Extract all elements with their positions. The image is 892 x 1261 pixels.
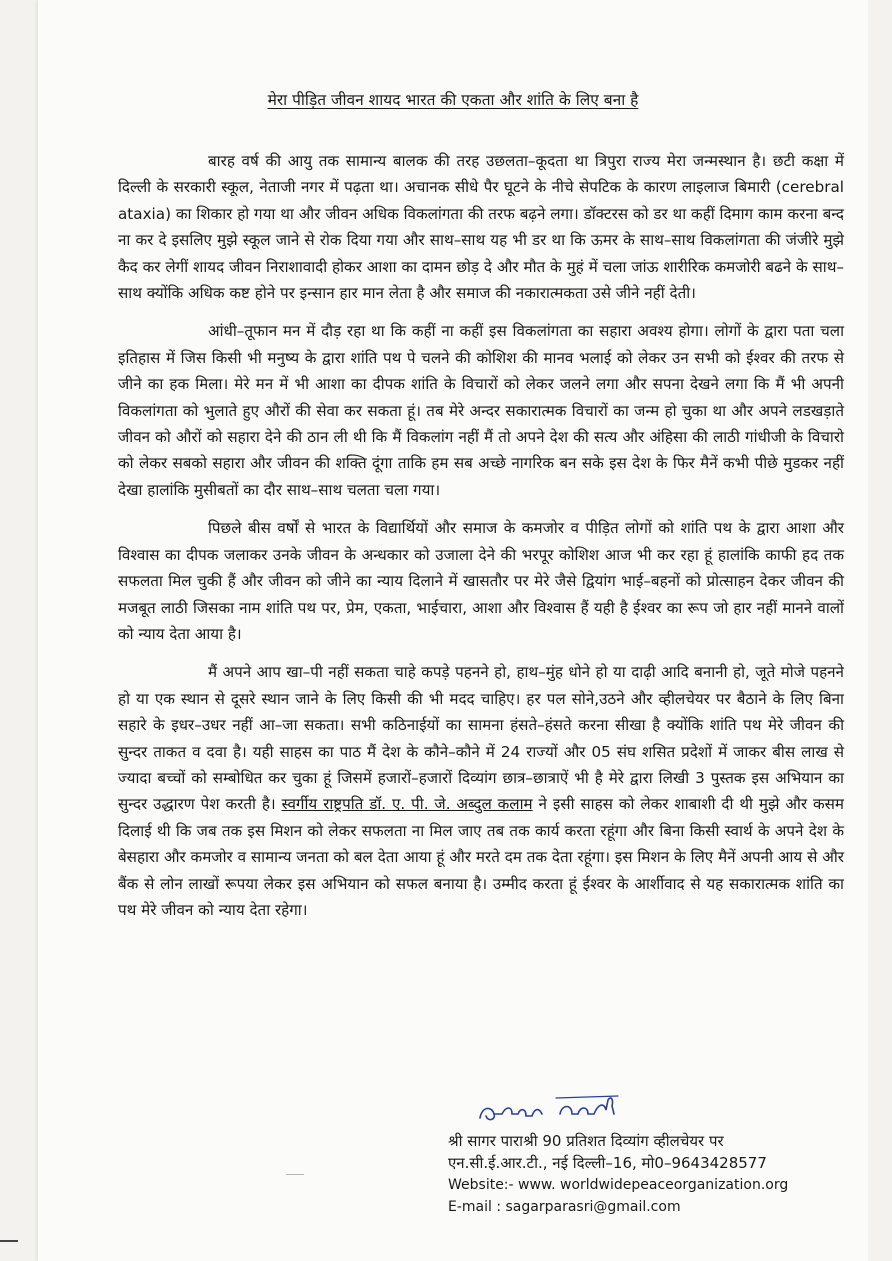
letter-page: [38, 0, 868, 1261]
paragraph-2: आंधी–तूफान मन में दौड़ रहा था कि कहीं ना कहीं इस विकलांगता का सहारा अवश्य होगा। लोगों के द्वारा पता चला इतिहास में जिस किसी भी मनुष्य के द्वारा शांति पथ पे चलने की कोशिश की मानव भलाई को लेकर उन सभी को ईश्वर की तरफ से जीने का हक मिला। मेरे मन में भी आशा का दीपक शांति के विचारों को लेकर जलने लगा और सपना देखने लगा कि मैं भी अपनी विकलांगता को भुलाते हुए औरों की सेवा कर सकता हूं। तब मेरे अन्दर सकारात्मक विचारों का जन्म हो चुका था और अपने लडखड़ाते जीवन को औरों को सहारा देने की ठान ली थी कि मैं विकलांग नहीं मैं तो अपने देश की सत्य और अंहिसा की लाठी गांधीजी के विचारो को लेकर सबको सहारा और जीवन की शक्ति दूंगा ताकि हम सब अच्छे नागरिक बन सके इस देश के फिर मैनें कभी पीछे मुडकर नहीं देखा हालांकि मुसीबतों का दौर साथ–साथ चलता चला गया।: [118, 322, 844, 499]
handwritten-signature: [472, 1084, 642, 1132]
paragraph-4: [118, 659, 844, 923]
document-title: मेरा पीड़ित जीवन शायद भारत की एकता और शांति के लिए बना है: [267, 91, 639, 109]
paragraph-1: बारह वर्ष की आयु तक सामान्य बालक की तरह उछलता–कूदता था त्रिपुरा राज्य मेरा जन्मस्थान है। छटी कक्षा में दिल्ली के सरकारी स्कूल, नेताजी नगर में पढ़ता था। अचानक सीधे पैर घूटने के नीचे सेपटिक के कारण लाइलाज बिमारी (cerebral ataxia) का शिकार हो गया था और जीवन अधिक विकलांगता की तरफ बढ़ने लगा। डॉक्टरस को डर था कहीं दिमाग काम करना बन्द ना कर दे इसलिए मुझे स्कूल जाने से रोक दिया गया और साथ–साथ यह भी डर था कि ऊमर के साथ–साथ विकलांगता की जंजीरे मुझे कैद कर लेगीं शायद जीवन निराशावादी होकर आशा का दामन छोड़ दे और मौत के मुहं में चला जांऊ शारीरिक कमजोरी बढने के साथ–साथ क्योंकि अधिक कष्ट होने पर इन्सान हार मान लेता है और समाज की नकारात्मकता उसे जीने नहीं देती।: [118, 152, 844, 303]
website-line: Website:- www. worldwidepeaceorganization.org: [448, 1177, 789, 1193]
paragraph-3: पिछले बीस वर्षों से भारत के विद्यार्थियों और समाज के कमजोर व पीड़ित लोगों को शांति पथ के द्वारा आशा और विश्वास का दीपक जलाकर उनके जीवन के अन्धकार को उजाला देने की भरपूर कोशिश आज भी कर रहा हूं हालांकि काफी हद तक सफलता मिल चुकी हैं और जीवन को जीने का न्याय दिलाने में खासतौर पर मेरे जैसे द्वियांग भाई–बहनों को प्रोत्साहन देकर जीवन की मजबूत लाठी जिसका नाम शांति पथ पर, प्रेम, एकता, भाईचारा, आशा और विश्वास हैं यही है ईश्वर का रूप जो हार नहीं मानने वालों को न्याय देता आया है।: [118, 519, 844, 643]
letter-body: [118, 148, 844, 935]
sender-name-line: श्री सागर पाराश्री 90 प्रतिशत दिव्यांग व्हीलचेयर पर: [448, 1132, 724, 1150]
edge-mark: [0, 1240, 18, 1242]
email-line: E-mail : sagarparasri@gmail.com: [448, 1199, 681, 1215]
sender-address-line: एन.सी.ई.आर.टी., नई दिल्ली–16, मो0–9643428577: [448, 1154, 767, 1172]
sender-block: [448, 1130, 848, 1218]
underlined-name: स्वर्गीय राष्ट्रपति डॉ. ए. पी. जे. अब्दुल कलाम: [281, 795, 533, 814]
paragraph-4-part-2: ने इसी साहस को लेकर शाबाशी दी थी मुझे और कसम दिलाई थी कि जब तक इस मिशन को लेकर सफलता ना मिल जाए तब तक कार्य करता रहूंगा और बिना किसी स्वार्थ के अपने देश के बेसहारा और कमजोर व सामान्य जनता को बल देता आया हूं और मरते दम तक देता रहूंगा। इस मिशन के लिए मैनें अपनी आय से और बैंक से लोन लाखों रूपया लेकर इस अभियान को सफल बनाया है। उम्मीद करता हूं ईश्वर के आर्शीवाद से यह सकारात्मक शांति का पथ मेरे जीवन को न्याय देता रहेगा।: [118, 795, 844, 919]
paragraph-4-part-1: मैं अपने आप खा–पी नहीं सकता चाहे कपड़े पहनने हो, हाथ–मुंह धोने हो या दाढ़ी आदि बनानी हो, जूते मोजे पहनने हो या एक स्थान से दूसरे स्थान जाने के लिए किसी की भी मदद चाहिए। हर पल सोने,उठने और व्हीलचेयर पर बैठाने के लिए बिना सहारे के इधर–उधर नहीं आ–जा सकता। सभी कठिनाईयों का सामना हंसते–हंसते करना सीखा है क्योंकि शांति पथ मेरे जीवन की सुन्दर ताकत व दवा है। यही साहस का पाठ मैं देश के कौने–कौने में 24 राज्यों और 05 संघ शसित प्रदेशों में जाकर बीस लाख से ज्यादा बच्चों को सम्बोधित कर चुका हूं जिसमें हजारों–हजारों दिव्यांग छात्र–छात्राऐं भी है मेरे द्वारा लिखी 3 पुस्तक इस अभियान का सुन्दर उद्धारण पेश करती है।: [118, 663, 844, 814]
stray-mark: [286, 1174, 304, 1175]
